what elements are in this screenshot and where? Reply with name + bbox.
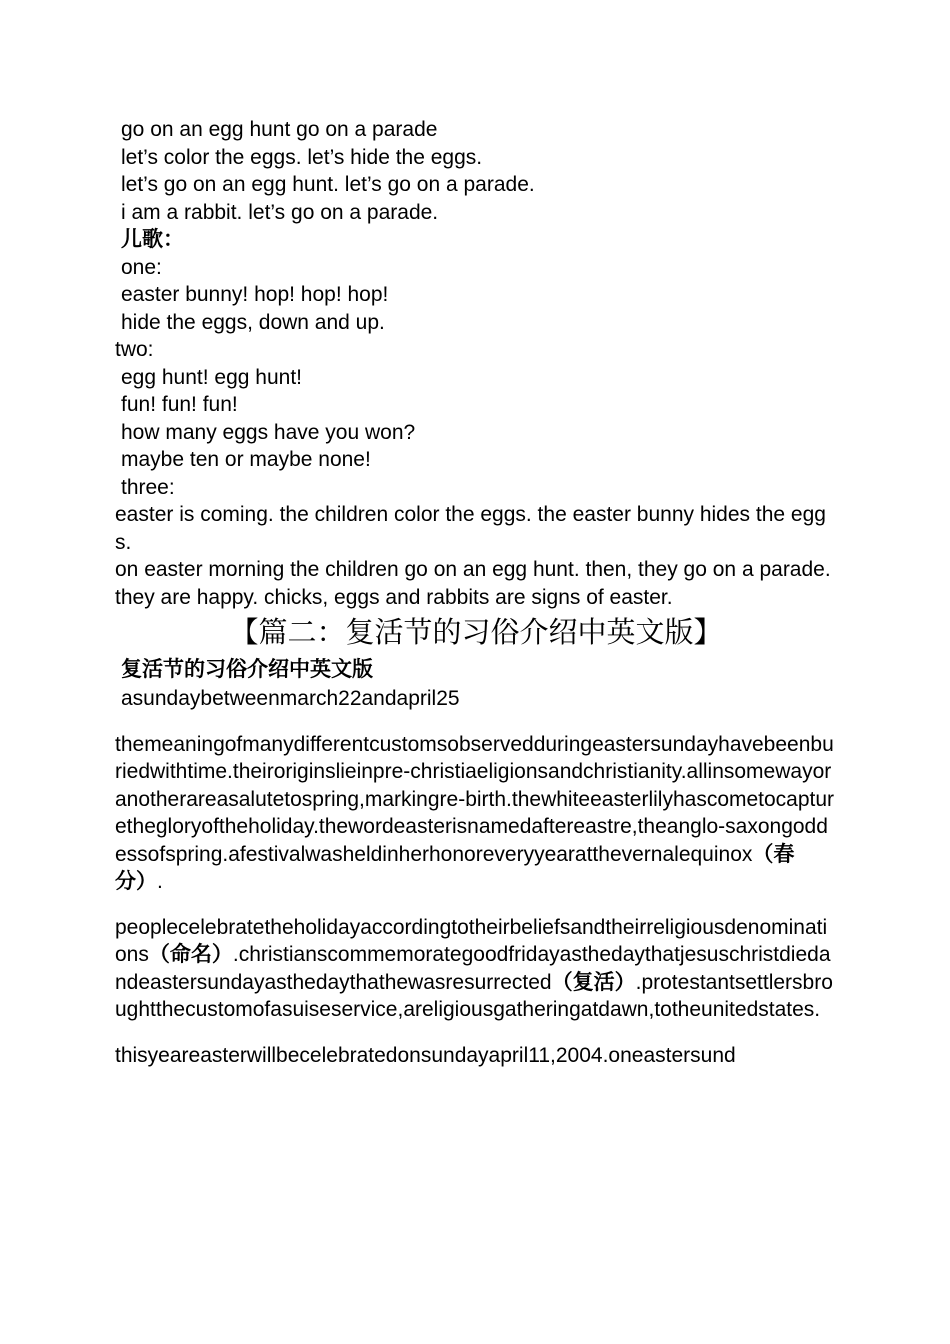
text-line: let’s color the eggs. let’s hide the eggs. <box>121 145 483 169</box>
paragraph-meaning-text: themeaningofmanydifferentcustomsobservedduringeastersundayhavebeenburiedwithtime.theiroriginslieinpre-christiaeligionsandchristianity.allinsomewayoranotherareasalutetospring,markingre-birth.thewhiteeasterlilyhascometocapturethegloryoftheholiday.thewordeasterisnamedaftereastre,theanglo-saxongoddessofspring.afestivalwasheldinherhonoreveryyearatthevernalequinox <box>115 732 835 866</box>
paragraph-gap <box>115 713 837 731</box>
article-subtitle: 复活节的习俗介绍中英文版 <box>121 658 373 681</box>
text-line: three: <box>121 475 175 499</box>
text-line: how many eggs have you won? <box>121 420 416 444</box>
text-line: two: <box>115 338 154 361</box>
text-line: let’s go on an egg hunt. let’s go on a parade. <box>121 173 535 196</box>
paragraph-celebrate-c: .protestantsettlersbroughtthecustomofasuiseservice,areligiousgatheringatdawn,totheunitedstates. <box>115 970 833 1021</box>
section-heading: 【篇二：复活节的习俗介绍中英文版】 <box>229 615 723 649</box>
text-line: easter bunny! hop! hop! hop! <box>121 283 389 306</box>
paragraph-meaning-note: （春分） <box>115 842 795 893</box>
paragraph-gap <box>115 1024 837 1042</box>
text-line: fun! fun! fun! <box>121 393 238 416</box>
paragraph-celebrate-a: peoplecelebratetheholidayaccordingtotheirbeliefsandtheirreligiousdenominations <box>115 915 828 966</box>
paragraph-celebrate-b: .christianscommemorategoodfridayasthedaythatjesuschristdiedandeastersundayasthedaythathewasresurrected <box>115 943 831 994</box>
text-line: go on an egg hunt go on a parade <box>121 118 438 141</box>
paragraph-celebrate-note-1: （命名） <box>148 943 233 966</box>
document-page <box>115 116 837 1069</box>
paragraph-this-year: thisyeareasterwillbecelebratedonsundayapril11,2004.oneastersund <box>115 1043 736 1067</box>
paragraph-three-b: on easter morning the children go on an egg hunt. then, they go on a parade. they are happy. chicks, eggs and rabbits are signs of easter. <box>115 558 831 609</box>
paragraph-three-a: easter is coming. the children color the eggs. the easter bunny hides the eggs. <box>115 503 826 554</box>
nursery-rhyme-label: 儿歌： <box>121 228 184 251</box>
paragraph-meaning <box>115 731 837 896</box>
text-line: maybe ten or maybe none! <box>121 448 371 471</box>
text-line: hide the eggs, down and up. <box>121 310 385 334</box>
text-line: one: <box>121 255 162 279</box>
date-line: asundaybetweenmarch22andapril25 <box>121 687 460 710</box>
text-line: i am a rabbit. let’s go on a parade. <box>121 200 439 224</box>
paragraph-celebrate-note-2: （复活） <box>551 970 636 994</box>
paragraph-celebrate <box>115 914 837 1024</box>
text-line: egg hunt! egg hunt! <box>121 365 302 389</box>
paragraph-gap <box>115 896 837 914</box>
paragraph-meaning-end: . <box>157 870 163 893</box>
